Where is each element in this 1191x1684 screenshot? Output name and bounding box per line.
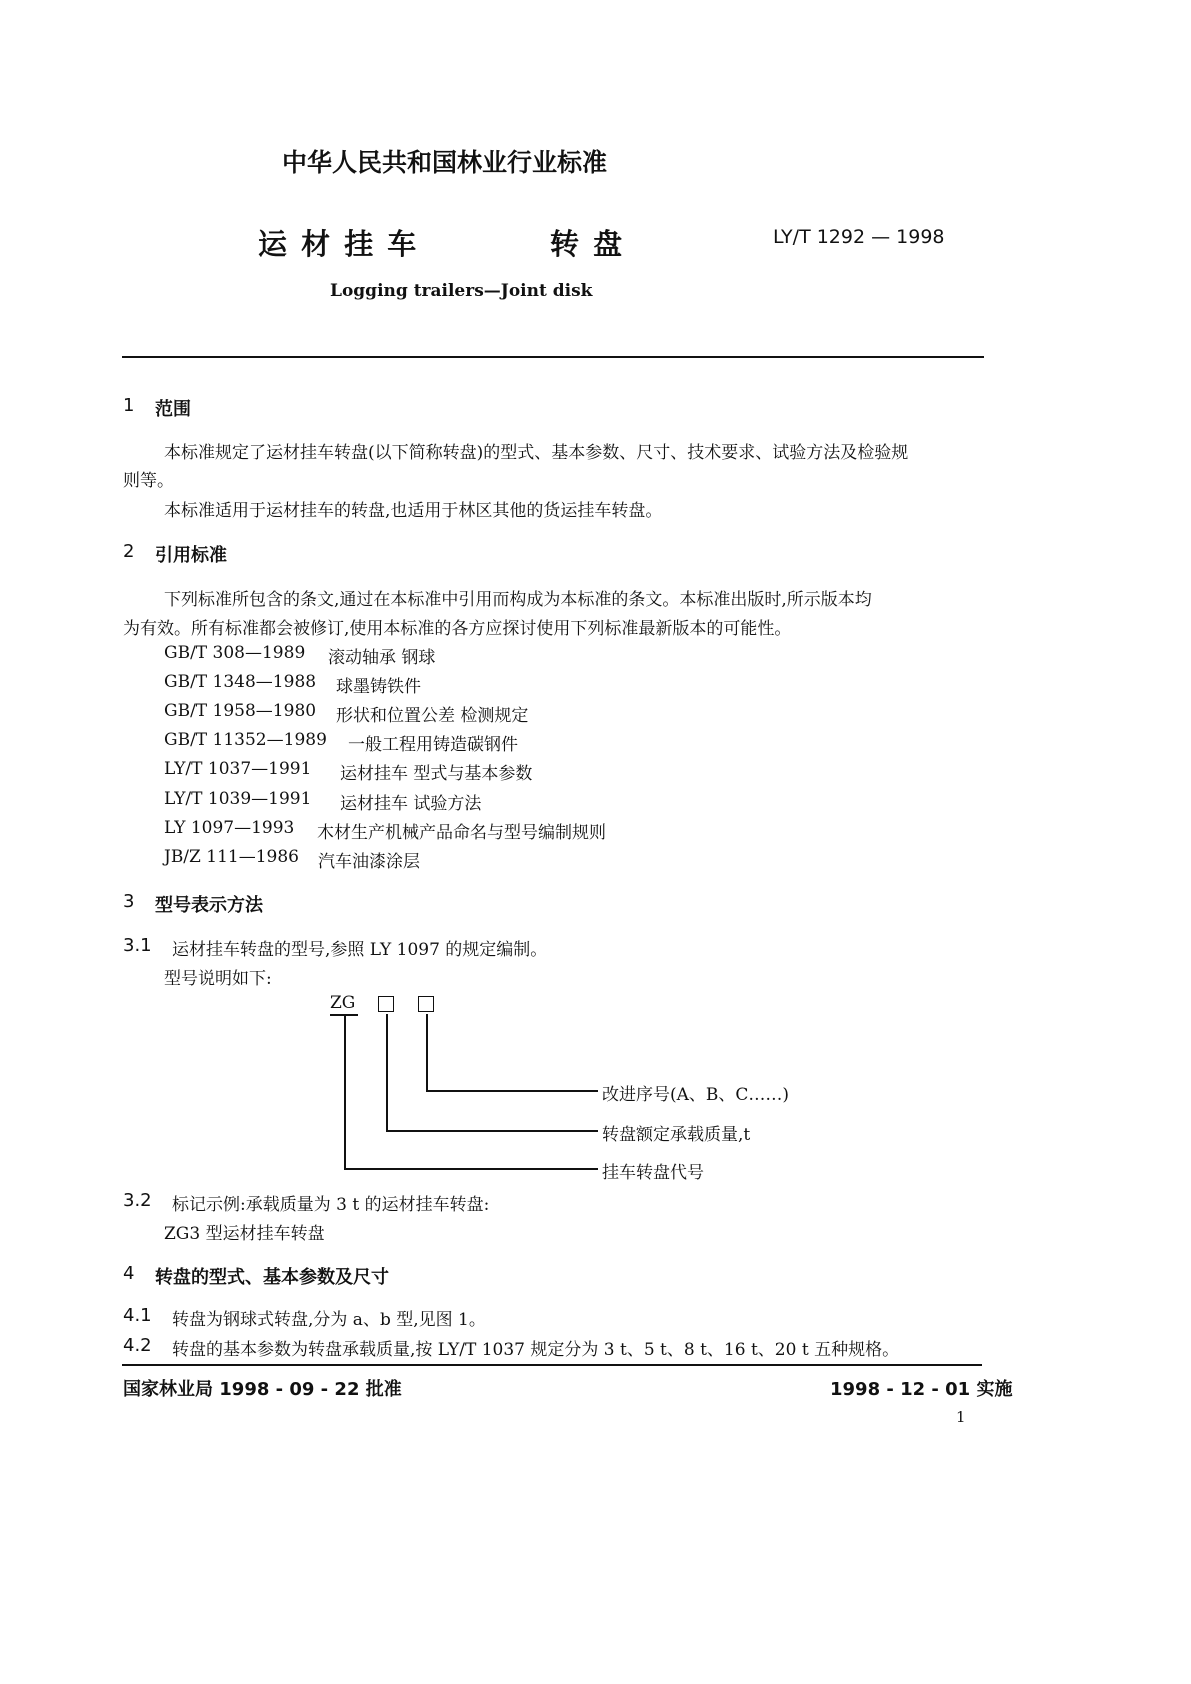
section-2-para-line-1: 下列标准所包含的条文,通过在本标准中引用而构成为本标准的条文。本标准出版时,所示版本均: [164, 590, 872, 610]
section-2-number: 2: [123, 541, 135, 562]
mass-leader-vertical: [386, 1014, 388, 1131]
section-2-title: 引用标准: [155, 545, 227, 566]
ref-code: JB/Z 111—1986: [164, 847, 299, 867]
ref-code: LY/T 1039—1991: [164, 789, 312, 809]
improve-leader-horizontal: [426, 1090, 598, 1092]
ref-code: GB/T 1958—1980: [164, 701, 317, 721]
improve-leader-vertical: [426, 1014, 428, 1091]
section-1-title: 范围: [155, 399, 191, 420]
clause-3-1-text: 运材挂车转盘的型号,参照 LY 1097 的规定编制。: [172, 940, 548, 960]
ref-code: LY 1097—1993: [164, 818, 295, 838]
section-3-title: 型号表示方法: [155, 895, 263, 916]
ref-title: 球墨铸铁件: [336, 677, 421, 697]
section-1-para-1-line-2: 则等。: [123, 471, 174, 491]
implementation-date: 1998 - 12 - 01 实施: [830, 1379, 1013, 1400]
section-1-number: 1: [123, 395, 135, 416]
clause-4-1-text: 转盘为钢球式转盘,分为 a、b 型,见图 1。: [172, 1310, 486, 1330]
ref-title: 运材挂车 型式与基本参数: [340, 764, 533, 784]
code-label: 挂车转盘代号: [602, 1163, 704, 1183]
ref-title: 木材生产机械产品命名与型号编制规则: [317, 823, 606, 843]
model-prefix: ZG: [330, 993, 356, 1013]
ref-title: 运材挂车 试验方法: [340, 794, 482, 814]
code-leader-vertical: [344, 1016, 346, 1169]
section-1-para-2: 本标准适用于运材挂车的转盘,也适用于林区其他的货运挂车转盘。: [164, 501, 663, 521]
ref-code: LY/T 1037—1991: [164, 759, 312, 779]
improve-placeholder-box: [418, 996, 434, 1012]
mass-placeholder-box: [378, 996, 394, 1012]
ref-code: GB/T 308—1989: [164, 643, 306, 663]
mass-leader-horizontal: [386, 1130, 598, 1132]
english-title: Logging trailers—Joint disk: [330, 281, 593, 301]
org-title: 中华人民共和国林业行业标准: [282, 148, 608, 177]
section-4-title: 转盘的型式、基本参数及尺寸: [155, 1267, 389, 1288]
standard-number: LY/T 1292 — 1998: [773, 226, 945, 248]
ref-code: GB/T 11352—1989: [164, 730, 327, 750]
clause-3-1-text-2: 型号说明如下:: [164, 969, 272, 989]
ref-title: 一般工程用铸造碳钢件: [348, 735, 518, 755]
clause-3-2-example: ZG3 型运材挂车转盘: [164, 1224, 325, 1244]
doc-title-part1: 运 材 挂 车: [258, 227, 419, 261]
ref-title: 滚动轴承 钢球: [328, 648, 436, 668]
section-2-para-line-2: 为有效。所有标准都会被修订,使用本标准的各方应探讨使用下列标准最新版本的可能性。: [123, 619, 792, 639]
clause-3-2-text: 标记示例:承载质量为 3 t 的运材挂车转盘:: [172, 1195, 490, 1215]
clause-4-2-text: 转盘的基本参数为转盘承载质量,按 LY/T 1037 规定分为 3 t、5 t、8 t、16 t、20 t 五种规格。: [172, 1340, 900, 1360]
page-number: 1: [956, 1408, 966, 1426]
clause-4-1-number: 4.1: [123, 1305, 152, 1326]
section-1-para-1-line-1: 本标准规定了运材挂车转盘(以下简称转盘)的型式、基本参数、尺寸、技术要求、试验方法及检验规: [164, 443, 909, 463]
clause-4-2-number: 4.2: [123, 1335, 152, 1356]
code-leader-horizontal: [344, 1168, 598, 1170]
header-rule: [122, 356, 984, 358]
clause-3-1-number: 3.1: [123, 935, 152, 956]
ref-code: GB/T 1348—1988: [164, 672, 317, 692]
ref-title: 汽车油漆涂层: [318, 852, 420, 872]
improve-label: 改进序号(A、B、C……): [602, 1085, 790, 1105]
section-3-number: 3: [123, 891, 135, 912]
section-4-number: 4: [123, 1263, 135, 1284]
clause-3-2-number: 3.2: [123, 1190, 152, 1211]
footer-rule: [122, 1364, 982, 1366]
ref-title: 形状和位置公差 检测规定: [336, 706, 529, 726]
approval-info: 国家林业局 1998 - 09 - 22 批准: [123, 1379, 402, 1400]
doc-title-part2: 转 盘: [550, 227, 625, 261]
mass-label: 转盘额定承载质量,t: [602, 1125, 751, 1145]
